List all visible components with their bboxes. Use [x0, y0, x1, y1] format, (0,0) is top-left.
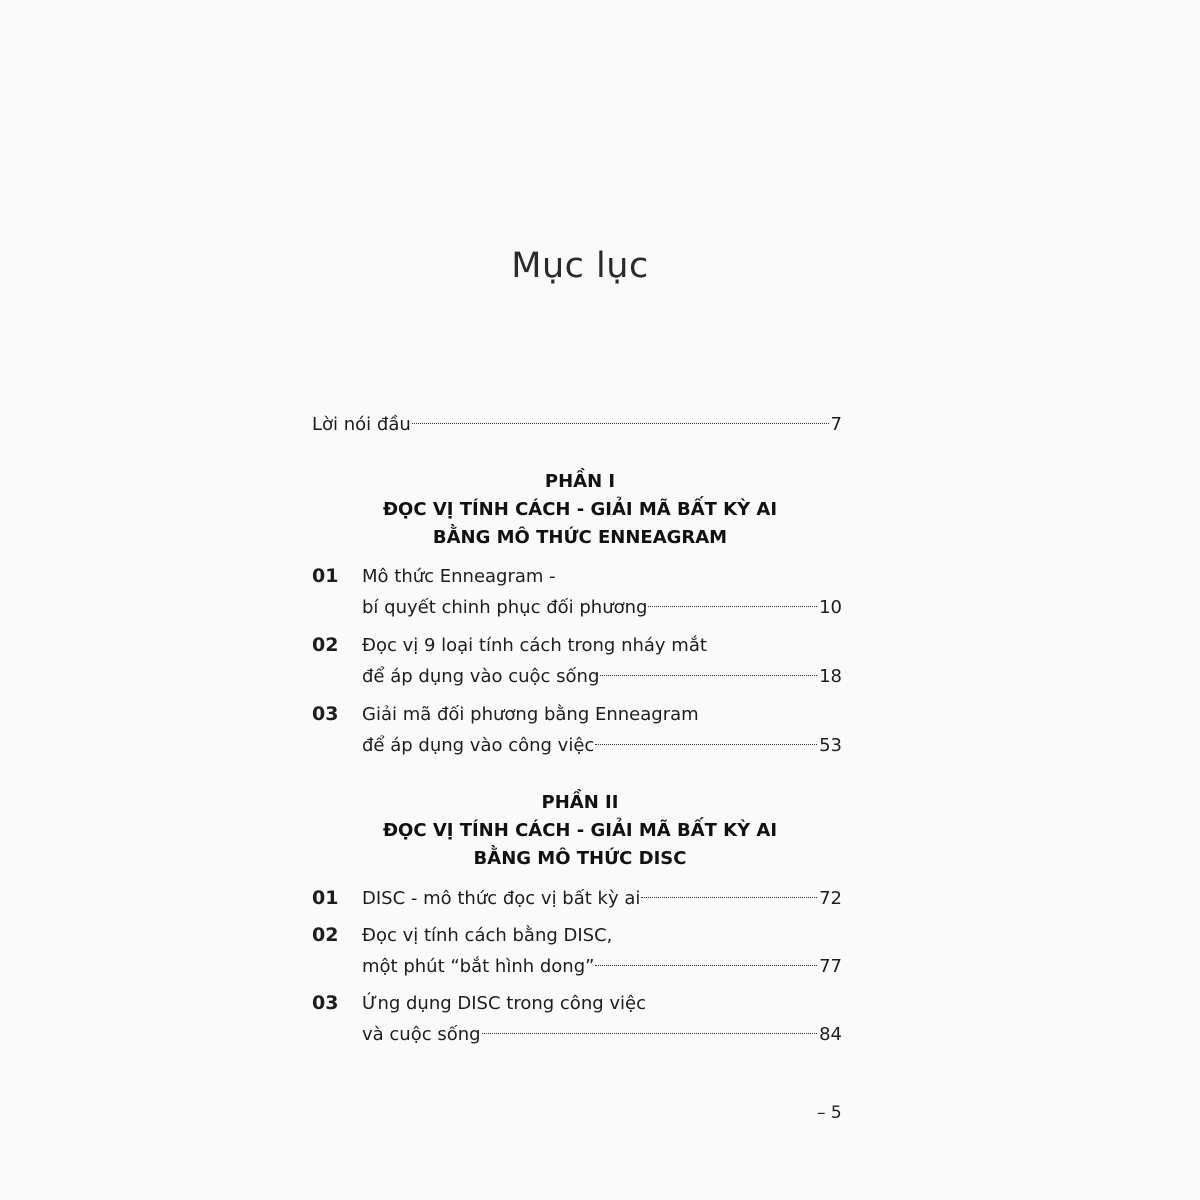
part-title-line: BẰNG MÔ THỨC ENNEAGRAM [432, 527, 728, 548]
entry-label: và cuộc sống [362, 1024, 481, 1045]
part-heading [310, 468, 850, 552]
entry-page: 7 [830, 414, 842, 435]
dot-leader [600, 675, 817, 676]
chapter-number: 03 [312, 703, 339, 725]
dot-leader [482, 1033, 818, 1034]
toc-entry [312, 988, 842, 1050]
part-heading [310, 789, 850, 873]
entry-page: 84 [819, 1024, 842, 1045]
entry-label: Lời nói đầu [312, 414, 411, 435]
toc-entry [312, 630, 842, 692]
entry-label: để áp dụng vào cuộc sống [362, 666, 600, 687]
part-title-line: ĐỌC VỊ TÍNH CÁCH - GIẢI MÃ BẤT KỲ AI [382, 499, 778, 520]
entry-page: 72 [819, 888, 842, 909]
entry-label: bí quyết chinh phục đối phương [362, 597, 648, 618]
chapter-number: 02 [312, 634, 339, 656]
entry-label: để áp dụng vào công việc [362, 735, 595, 756]
entry-label: Đọc vị 9 loại tính cách trong nháy mắt [362, 635, 707, 656]
dot-leader [595, 744, 817, 745]
chapter-number: 02 [312, 924, 339, 946]
page-title: Mục lục [511, 246, 649, 286]
entry-label: Mô thức Enneagram - [362, 566, 556, 587]
entry-label: Ứng dụng DISC trong công việc [362, 993, 646, 1014]
dot-leader [595, 965, 817, 966]
part-title-line: BẰNG MÔ THỨC DISC [473, 848, 687, 869]
part-title-line: ĐỌC VỊ TÍNH CÁCH - GIẢI MÃ BẤT KỲ AI [382, 820, 778, 841]
entry-label: một phút “bắt hình dong” [362, 956, 595, 977]
toc-entry-preface [312, 409, 842, 440]
page-number: – 5 [817, 1103, 842, 1123]
chapter-number: 03 [312, 992, 339, 1014]
entry-label: Giải mã đối phương bằng Enneagram [362, 704, 699, 725]
dot-leader [641, 897, 817, 898]
entry-page: 53 [819, 735, 842, 756]
dot-leader [412, 423, 829, 424]
entry-page: 10 [819, 597, 842, 618]
entry-page: 18 [819, 666, 842, 687]
toc-entry [312, 561, 842, 623]
part-label: PHẦN I [544, 471, 616, 492]
toc-entry [312, 699, 842, 761]
part-label: PHẦN II [541, 792, 619, 813]
chapter-number: 01 [312, 565, 339, 587]
entry-label: Đọc vị tính cách bằng DISC, [362, 925, 613, 946]
toc-entry [312, 920, 842, 982]
toc-entry [312, 883, 842, 914]
chapter-number: 01 [312, 887, 339, 909]
entry-page: 77 [819, 956, 842, 977]
entry-label: DISC - mô thức đọc vị bất kỳ ai [362, 888, 641, 909]
dot-leader [648, 606, 817, 607]
